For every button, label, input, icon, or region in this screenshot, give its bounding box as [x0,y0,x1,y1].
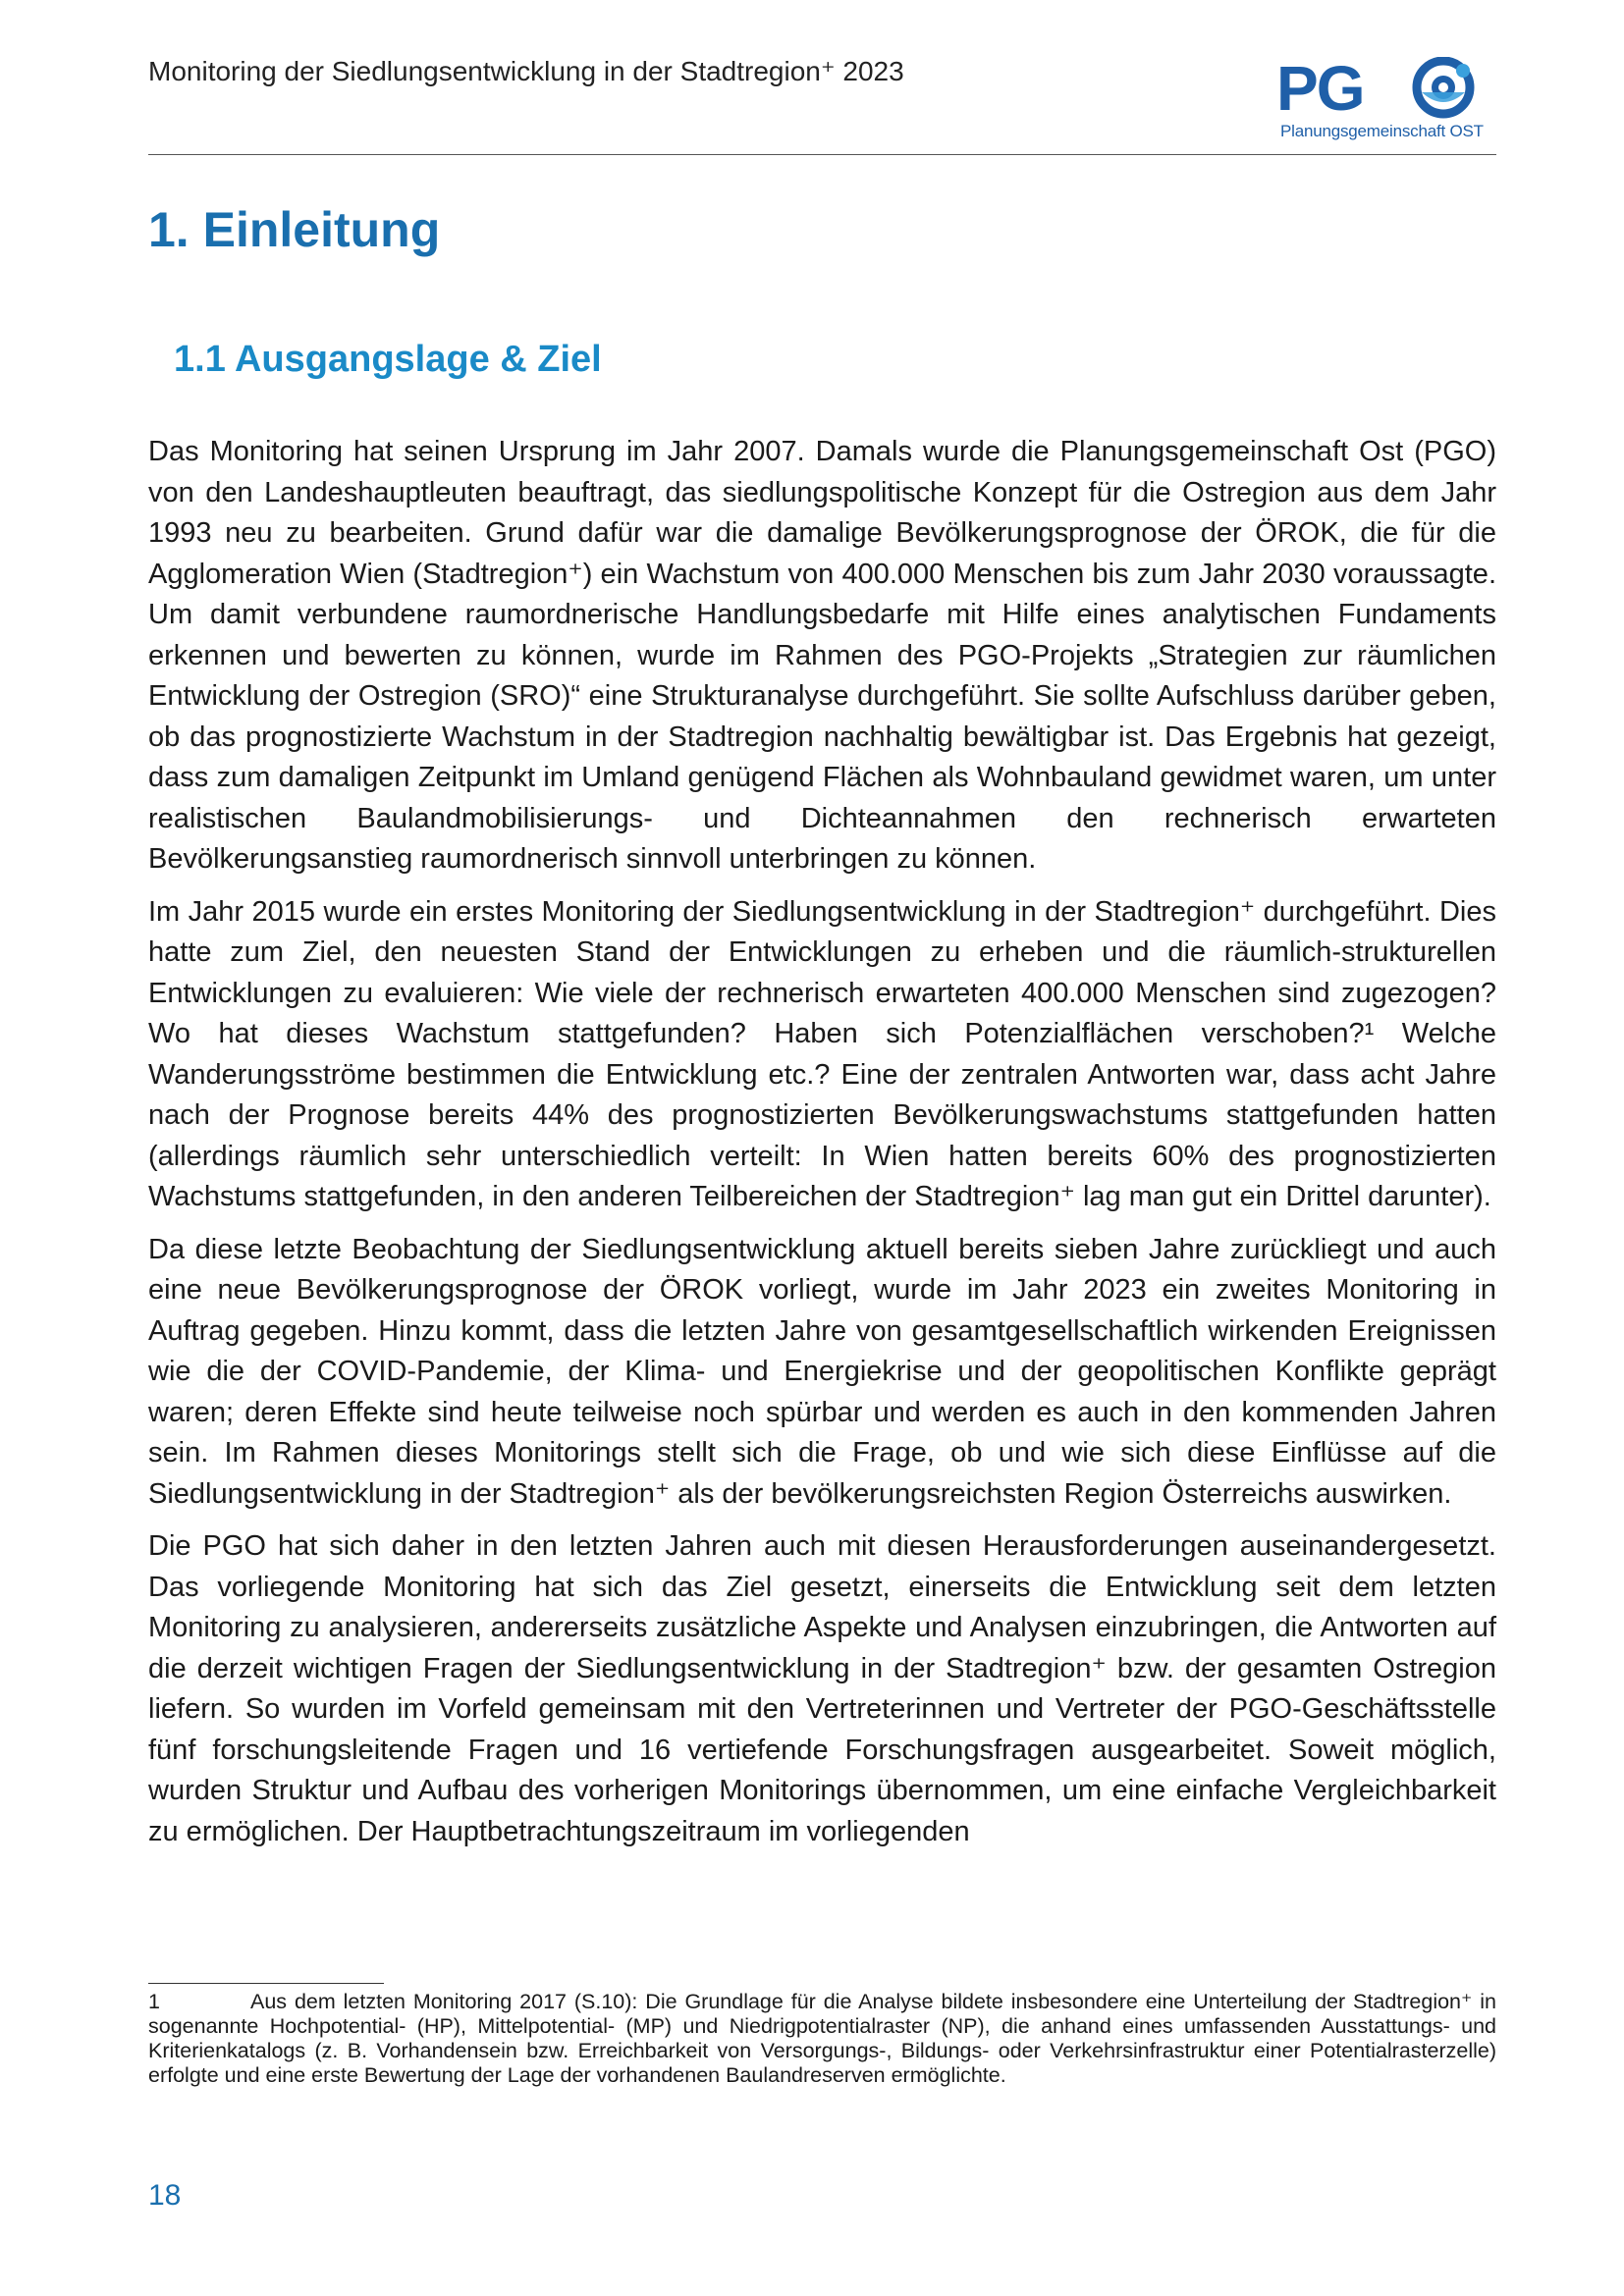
footnote-divider [148,1983,384,1984]
footnote-number: 1 [148,1990,160,2013]
paragraph: Das Monitoring hat seinen Ursprung im Jahr 2007. Damals wurde die Planungsgemeinschaft Ost (PGO) von den Landeshauptleuten beauftragt, das siedlungspolitische Konzept für die Ostregion aus dem Jahr 1993 neu zu bearbeiten. Grund dafür war die damalige Bevölkerungsprognose der ÖROK, die für die Agglomeration Wien (Stadtregion⁺) ein Wachstum von 400.000 Menschen bis zum Jahr 2030 voraussagte. Um damit verbundene raumordnerische Handlungsbedarfe mit Hilfe eines analytischen Fundaments erkennen und bewerten zu können, wurde im Rahmen des PGO-Projekts „Strategien zur räumlichen Entwicklung der Ostregion (SRO)“ eine Strukturanalyse durchgeführt. Sie sollte Aufschluss darüber geben, ob das prognostizierte Wachstum in der Stadtregion nachhaltig bewältigbar ist. Das Ergebnis hat gezeigt, dass zum damaligen Zeitpunkt im Umland genügend Flächen als Wohnbauland gewidmet waren, um unter realistischen Baulandmobilisierungs- und Dichteannahmen den rechnerisch erwarteten Bevölkerungsanstieg raumordnerisch sinnvoll unterbringen zu können. [148,436,1496,875]
body-text [148,432,1496,1864]
paragraph: Die PGO hat sich daher in den letzten Jahren auch mit diesen Herausforderungen auseinandergesetzt. Das vorliegende Monitoring hat sich das Ziel gesetzt, einerseits die Entwicklung seit dem letzten Monitoring zu analysieren, andererseits zusätzliche Aspekte und Analysen einzubringen, die Antworten auf die derzeit wichtigen Fragen der Siedlungsentwicklung in der Stadtregion⁺ bzw. der gesamten Ostregion liefern. So wurden im Vorfeld gemeinsam mit den Vertreterinnen und Vertreter der PGO-Geschäftsstelle fünf forschungsleitende Fragen und 16 vertiefende Forschungsfragen ausgearbeitet. Soweit möglich, wurden Struktur und Aufbau des vorherigen Monitorings übernommen, um eine einfache Vergleichbarkeit zu ermöglichen. Der Hauptbetrachtungszeitraum im vorliegenden [148,1530,1496,1847]
logo-subtitle: Planungsgemeinschaft OST [1280,122,1484,140]
header-divider [148,154,1496,155]
page-number: 18 [148,2179,182,2212]
footnote [148,1990,1496,2088]
footnote-text: Aus dem letzten Monitoring 2017 (S.10): Die Grundlage für die Analyse bildete insbesondere eine Unterteilung der Stadtregion⁺ in sogenannte Hochpotential- (HP), Mittelpotential- (MP) und Niedrigpotentialraster (NP), die anhand eines umfassenden Ausstattungs- und Kriterienkatalogs (z. B. Vorhandensein bzw. Erreichbarkeit von Versorgungs-, Bildungs- oder Verkehrsinfrastruktur einer Potentialrasterzelle) erfolgte und eine erste Bewertung der Lage der vorhandenen Baulandreserven ermöglichte. [148,1990,1496,2087]
section-title: 1.1 Ausgangslage & Ziel [174,339,602,380]
chapter-title: 1. Einleitung [148,202,441,257]
paragraph: Im Jahr 2015 wurde ein erstes Monitoring der Siedlungsentwicklung in der Stadtregion⁺ durchgeführt. Dies hatte zum Ziel, den neuesten Stand der Entwicklungen zu erheben und die räumlich-strukturellen Entwicklungen zu evaluieren: Wie viele der rechnerisch erwarteten 400.000 Menschen sind zugezogen? Wo hat dieses Wachstum stattgefunden? Haben sich Potenzialflächen verschoben?¹ Welche Wanderungsströme bestimmen die Entwicklung etc.? Eine der zentralen Antworten war, dass acht Jahre nach der Prognose bereits 44% des prognostizierten Bevölkerungswachstums stattgefunden hatten (allerdings räumlich sehr unterschiedlich verteilt: In Wien hatten bereits 60% des prognostizierten Wachstums stattgefunden, in den anderen Teilbereichen der Stadtregion⁺ lag man gut ein Drittel darunter). [148,895,1496,1212]
logo-globe-icon [1412,57,1481,120]
paragraph: Da diese letzte Beobachtung der Siedlungsentwicklung aktuell bereits sieben Jahre zurückliegt und auch eine neue Bevölkerungsprognose der ÖROK vorliegt, wurde im Jahr 2023 ein zweites Monitoring in Auftrag gegeben. Hinzu kommt, dass die letzten Jahre von gesamtgesellschaftlich wirkenden Ereignissen wie die der COVID-Pandemie, der Klima- und Energiekrise und der geopolitischen Konflikte geprägt waren; deren Effekte sind heute teilweise noch spürbar und werden es auch in den kommenden Jahren sein. Im Rahmen dieses Monitorings stellt sich die Frage, ob und wie sich diese Einflüsse auf die Siedlungsentwicklung in der Stadtregion⁺ als der bevölkerungsreichsten Region Österreichs auswirken. [148,1233,1496,1510]
logo-wordmark: PG [1276,53,1364,124]
pgo-logo [1276,53,1494,147]
running-header-title: Monitoring der Siedlungsentwicklung in der Stadtregion⁺ 2023 [148,56,904,86]
